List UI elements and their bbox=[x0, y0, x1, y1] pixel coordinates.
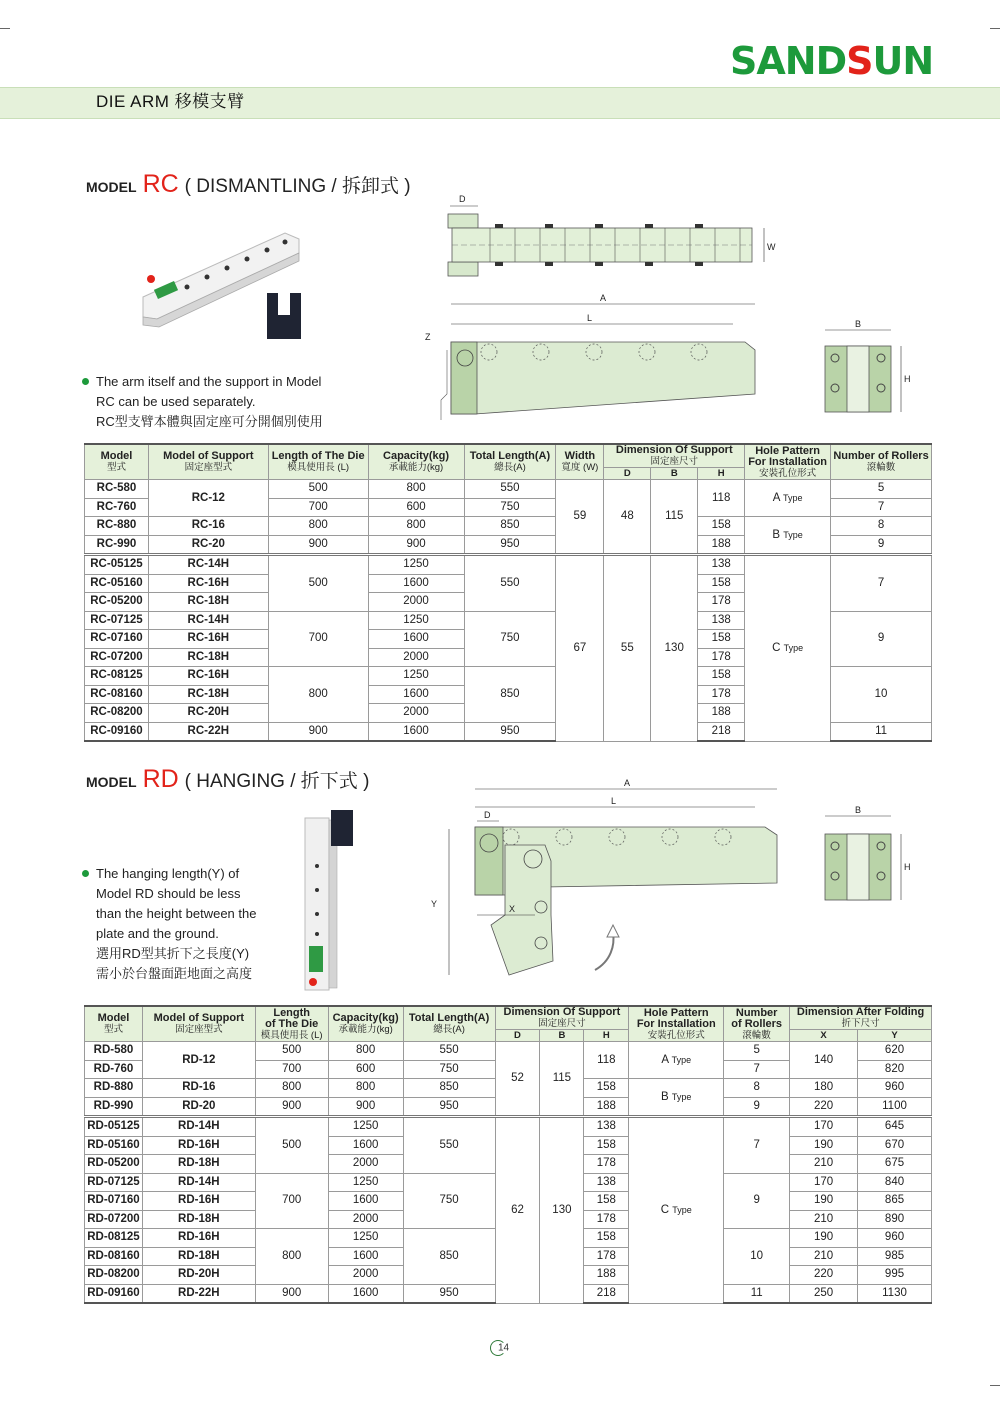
table-cell: RC-580 bbox=[85, 480, 149, 499]
table-cell: 620 bbox=[858, 1042, 932, 1061]
table-cell: RD-12 bbox=[142, 1042, 255, 1079]
table-cell: 140 bbox=[790, 1042, 858, 1079]
table-cell: 178 bbox=[698, 593, 745, 612]
table-cell: 62 bbox=[495, 1117, 540, 1304]
table-cell: 118 bbox=[698, 480, 745, 517]
table-cell: 550 bbox=[464, 480, 556, 499]
rc-support-dim-h-label: H bbox=[904, 374, 911, 384]
table-cell: RC-16H bbox=[148, 574, 268, 593]
table-cell: RC-08200 bbox=[85, 704, 149, 723]
table-cell: 1600 bbox=[368, 722, 464, 741]
table-cell: 9 bbox=[831, 535, 932, 555]
table-cell: RC-18H bbox=[148, 648, 268, 667]
rd-model-heading bbox=[86, 764, 369, 797]
table-cell: 218 bbox=[698, 722, 745, 741]
table-cell: 500 bbox=[255, 1117, 328, 1174]
bullet-icon bbox=[82, 870, 89, 877]
table-cell: 900 bbox=[368, 535, 464, 555]
table-cell: 1250 bbox=[328, 1117, 403, 1137]
crop-mark bbox=[990, 28, 1000, 29]
table-cell: 890 bbox=[858, 1210, 932, 1229]
table-cell: RD-07125 bbox=[85, 1173, 143, 1192]
table-cell: A Type bbox=[745, 480, 831, 517]
table-cell: 950 bbox=[464, 535, 556, 555]
table-cell: RC-16H bbox=[148, 630, 268, 649]
table-cell: RC-880 bbox=[85, 517, 149, 536]
table-cell: 700 bbox=[255, 1173, 328, 1229]
col-model: Model 型式 bbox=[85, 444, 149, 480]
col-dimension: Dimension Of Support 固定座尺寸 bbox=[604, 444, 745, 468]
table-cell: 9 bbox=[724, 1097, 790, 1117]
table-cell: RC-05125 bbox=[85, 555, 149, 575]
table-cell: RD-18H bbox=[142, 1247, 255, 1266]
table-cell: RC-18H bbox=[148, 593, 268, 612]
table-cell: 900 bbox=[268, 722, 368, 741]
table-cell: RC-20H bbox=[148, 704, 268, 723]
rc-note bbox=[82, 372, 342, 432]
table-cell: 1600 bbox=[368, 685, 464, 704]
table-cell: 800 bbox=[255, 1079, 328, 1098]
table-cell: 800 bbox=[328, 1042, 403, 1061]
table-cell: RD-08125 bbox=[85, 1229, 143, 1248]
table-cell: 158 bbox=[584, 1079, 629, 1098]
col-total-length: Total Length(A) 總長(A) bbox=[403, 1006, 495, 1042]
table-cell: RD-16 bbox=[142, 1079, 255, 1098]
table-cell: RD-760 bbox=[85, 1060, 143, 1079]
table-row bbox=[85, 1042, 932, 1061]
table-cell: RC-07160 bbox=[85, 630, 149, 649]
table-cell: 158 bbox=[698, 667, 745, 686]
table-cell: 1250 bbox=[328, 1229, 403, 1248]
table-cell: 2000 bbox=[368, 593, 464, 612]
brand-logo bbox=[730, 39, 934, 83]
table-cell: 7 bbox=[724, 1117, 790, 1174]
table-cell: 67 bbox=[556, 555, 604, 742]
table-cell: 1250 bbox=[368, 667, 464, 686]
col-length: Length of The Die 模具使用長 (L) bbox=[268, 444, 368, 480]
col-width: Width 寬度 (W) bbox=[556, 444, 604, 480]
col-length: Length of The Die 模具使用長 (L) bbox=[255, 1006, 328, 1042]
col-folding: Dimension After Folding 折下尺寸 bbox=[790, 1006, 932, 1030]
crop-mark bbox=[0, 28, 10, 29]
table-cell: 5 bbox=[724, 1042, 790, 1061]
col-d: D bbox=[495, 1030, 540, 1042]
table-cell: 1100 bbox=[858, 1097, 932, 1117]
rd-note-line: 選用RD型其折下之長度(Y) bbox=[96, 946, 250, 961]
table-cell: 600 bbox=[328, 1060, 403, 1079]
rc-support-dim-b-label: B bbox=[855, 319, 862, 329]
table-cell: 220 bbox=[790, 1266, 858, 1285]
table-cell: RD-20 bbox=[142, 1097, 255, 1117]
table-cell: RD-990 bbox=[85, 1097, 143, 1117]
crop-mark bbox=[990, 1385, 1000, 1386]
table-cell: 130 bbox=[540, 1117, 584, 1304]
table-cell: 500 bbox=[268, 555, 368, 612]
table-cell: 2000 bbox=[368, 704, 464, 723]
rc-product-photo bbox=[135, 225, 315, 345]
rd-dim-a-label: A bbox=[624, 778, 631, 788]
rd-note bbox=[82, 864, 282, 984]
table-cell: 138 bbox=[584, 1173, 629, 1192]
table-cell: 950 bbox=[403, 1284, 495, 1303]
page-number: 14 bbox=[490, 1340, 509, 1356]
table-cell: 865 bbox=[858, 1192, 932, 1211]
table-cell: 158 bbox=[584, 1136, 629, 1155]
rc-note-line: RC can be used separately. bbox=[96, 394, 256, 409]
table-cell: 985 bbox=[858, 1247, 932, 1266]
table-cell: 138 bbox=[698, 555, 745, 575]
col-h: H bbox=[584, 1030, 629, 1042]
table-cell: RC-22H bbox=[148, 722, 268, 741]
table-cell: RC-07200 bbox=[85, 648, 149, 667]
rc-model-heading bbox=[86, 169, 411, 202]
table-cell: 850 bbox=[403, 1079, 495, 1098]
table-cell: 960 bbox=[858, 1079, 932, 1098]
table-cell: 178 bbox=[584, 1247, 629, 1266]
table-cell: 250 bbox=[790, 1284, 858, 1303]
table-cell: 158 bbox=[698, 630, 745, 649]
table-cell: RD-18H bbox=[142, 1155, 255, 1174]
table-cell: RD-05125 bbox=[85, 1117, 143, 1137]
table-cell: 800 bbox=[328, 1079, 403, 1098]
table-cell: 48 bbox=[604, 480, 651, 555]
table-cell: 2000 bbox=[328, 1210, 403, 1229]
table-cell: 138 bbox=[584, 1117, 629, 1137]
table-cell: 670 bbox=[858, 1136, 932, 1155]
table-cell: 138 bbox=[698, 611, 745, 630]
table-cell: 158 bbox=[584, 1229, 629, 1248]
table-cell: 7 bbox=[831, 555, 932, 612]
table-cell: 960 bbox=[858, 1229, 932, 1248]
table-cell: 800 bbox=[368, 517, 464, 536]
rc-top-view-drawing bbox=[440, 190, 780, 280]
rd-dim-y-label: Y bbox=[431, 899, 438, 909]
table-cell: 820 bbox=[858, 1060, 932, 1079]
table-cell: RD-22H bbox=[142, 1284, 255, 1303]
table-cell: RC-05200 bbox=[85, 593, 149, 612]
rd-note-line: plate and the ground. bbox=[96, 926, 219, 941]
table-cell: 995 bbox=[858, 1266, 932, 1285]
table-cell: 1600 bbox=[328, 1284, 403, 1303]
table-cell: RD-08200 bbox=[85, 1266, 143, 1285]
rd-note-line: The hanging length(Y) of bbox=[82, 864, 282, 884]
col-dimension: Dimension Of Support 固定座尺寸 bbox=[495, 1006, 629, 1030]
table-cell: 188 bbox=[698, 704, 745, 723]
table-cell: 645 bbox=[858, 1117, 932, 1137]
rd-dim-d-label: D bbox=[484, 810, 491, 820]
col-d: D bbox=[604, 468, 651, 480]
table-cell: 130 bbox=[651, 555, 698, 742]
table-cell: 950 bbox=[464, 722, 556, 741]
table-cell: 178 bbox=[698, 685, 745, 704]
rc-support-end-view bbox=[815, 318, 915, 418]
table-row bbox=[85, 1117, 932, 1137]
table-cell: RC-20 bbox=[148, 535, 268, 555]
table-cell: 220 bbox=[790, 1097, 858, 1117]
table-cell: 158 bbox=[698, 517, 745, 536]
table-cell: RD-14H bbox=[142, 1117, 255, 1137]
table-cell: RC-14H bbox=[148, 555, 268, 575]
table-cell: 800 bbox=[268, 517, 368, 536]
table-cell: RD-09160 bbox=[85, 1284, 143, 1303]
table-cell: 118 bbox=[584, 1042, 629, 1079]
table-cell: RD-14H bbox=[142, 1173, 255, 1192]
table-cell: 178 bbox=[698, 648, 745, 667]
table-cell: 1130 bbox=[858, 1284, 932, 1303]
table-cell: 170 bbox=[790, 1173, 858, 1192]
table-cell: RD-16H bbox=[142, 1229, 255, 1248]
table-cell: 750 bbox=[464, 498, 556, 517]
table-cell: 11 bbox=[831, 722, 932, 741]
rc-side-view-drawing bbox=[415, 290, 765, 430]
table-cell: 158 bbox=[698, 574, 745, 593]
table-cell: 10 bbox=[831, 667, 932, 723]
table-cell: 8 bbox=[724, 1079, 790, 1098]
table-cell: 900 bbox=[328, 1097, 403, 1117]
table-cell: RD-16H bbox=[142, 1136, 255, 1155]
table-cell: 750 bbox=[403, 1173, 495, 1229]
table-cell: RC-07125 bbox=[85, 611, 149, 630]
table-cell: RD-16H bbox=[142, 1192, 255, 1211]
table-cell: 188 bbox=[698, 535, 745, 555]
col-h: H bbox=[698, 468, 745, 480]
table-cell: 1250 bbox=[368, 611, 464, 630]
bullet-icon bbox=[82, 378, 89, 385]
table-cell: 210 bbox=[790, 1247, 858, 1266]
table-cell: 1600 bbox=[328, 1136, 403, 1155]
table-cell: 500 bbox=[268, 480, 368, 499]
table-row bbox=[85, 517, 932, 536]
table-cell: 900 bbox=[255, 1284, 328, 1303]
table-cell: 750 bbox=[464, 611, 556, 667]
table-cell: 178 bbox=[584, 1155, 629, 1174]
table-cell: 188 bbox=[584, 1266, 629, 1285]
col-hole-pattern: Hole Pattern For Installation 安裝孔位形式 bbox=[745, 444, 831, 480]
table-cell: 11 bbox=[724, 1284, 790, 1303]
table-cell: 1250 bbox=[368, 555, 464, 575]
table-cell: RC-08125 bbox=[85, 667, 149, 686]
col-rollers: Number of Rollers 滾輪數 bbox=[724, 1006, 790, 1042]
col-support: Model of Support 固定座型式 bbox=[148, 444, 268, 480]
rd-note-line: 需小於台盤面距地面之高度 bbox=[96, 966, 253, 981]
col-rollers: Number of Rollers 滾輪數 bbox=[831, 444, 932, 480]
table-cell: 52 bbox=[495, 1042, 540, 1117]
table-cell: 9 bbox=[831, 611, 932, 667]
table-cell: 1600 bbox=[328, 1247, 403, 1266]
table-row bbox=[85, 480, 932, 499]
col-capacity: Capacity(kg) 承載能力(kg) bbox=[368, 444, 464, 480]
table-cell: RC-05160 bbox=[85, 574, 149, 593]
table-cell: 1600 bbox=[368, 574, 464, 593]
col-model: Model 型式 bbox=[85, 1006, 143, 1042]
rd-model-label: MODEL bbox=[86, 774, 137, 790]
rd-side-view-drawing bbox=[425, 775, 785, 980]
table-cell: 900 bbox=[268, 535, 368, 555]
table-cell: RD-07200 bbox=[85, 1210, 143, 1229]
rc-note-line: The arm itself and the support in Model bbox=[82, 372, 342, 392]
table-row bbox=[85, 555, 932, 575]
rd-model-desc: ( HANGING / 折下式 ) bbox=[184, 771, 370, 792]
rd-spec-table bbox=[84, 1005, 932, 1304]
table-cell: 675 bbox=[858, 1155, 932, 1174]
table-cell: 1600 bbox=[328, 1192, 403, 1211]
rc-spec-table bbox=[84, 443, 932, 742]
rd-note-line: than the height between the bbox=[96, 906, 257, 921]
rd-model-code: RD bbox=[142, 765, 179, 793]
table-cell: 218 bbox=[584, 1284, 629, 1303]
table-cell: 190 bbox=[790, 1136, 858, 1155]
table-cell: RD-20H bbox=[142, 1266, 255, 1285]
table-cell: 600 bbox=[368, 498, 464, 517]
table-cell: 8 bbox=[831, 517, 932, 536]
table-cell: C Type bbox=[629, 1117, 724, 1304]
table-cell: RC-16 bbox=[148, 517, 268, 536]
table-cell: 700 bbox=[268, 498, 368, 517]
table-cell: A Type bbox=[629, 1042, 724, 1079]
rc-dim-a-label: A bbox=[600, 293, 607, 303]
page-title: DIE ARM 移模支臂 bbox=[96, 92, 245, 111]
rd-support-dim-b-label: B bbox=[855, 805, 862, 815]
rc-model-code: RC bbox=[142, 170, 179, 198]
rd-note-line: Model RD should be less bbox=[96, 886, 241, 901]
table-cell: 178 bbox=[584, 1210, 629, 1229]
col-y: Y bbox=[858, 1030, 932, 1042]
table-cell: 190 bbox=[790, 1229, 858, 1248]
table-cell: 5 bbox=[831, 480, 932, 499]
table-cell: RC-16H bbox=[148, 667, 268, 686]
rd-dim-x-label: X bbox=[509, 904, 516, 914]
table-cell: 700 bbox=[255, 1060, 328, 1079]
table-cell: 550 bbox=[403, 1117, 495, 1174]
table-cell: 550 bbox=[403, 1042, 495, 1061]
table-cell: 2000 bbox=[368, 648, 464, 667]
table-cell: 10 bbox=[724, 1229, 790, 1285]
table-cell: 2000 bbox=[328, 1155, 403, 1174]
table-cell: RC-12 bbox=[148, 480, 268, 517]
rd-product-photo bbox=[295, 806, 365, 996]
table-cell: 900 bbox=[255, 1097, 328, 1117]
table-cell: 850 bbox=[464, 517, 556, 536]
col-capacity: Capacity(kg) 承載能力(kg) bbox=[328, 1006, 403, 1042]
rc-model-desc: ( DISMANTLING / 拆卸式 ) bbox=[184, 176, 411, 197]
table-cell: 700 bbox=[268, 611, 368, 667]
table-cell: 158 bbox=[584, 1192, 629, 1211]
table-cell: 210 bbox=[790, 1210, 858, 1229]
table-cell: 840 bbox=[858, 1173, 932, 1192]
table-cell: RD-880 bbox=[85, 1079, 143, 1098]
table-cell: 1250 bbox=[328, 1173, 403, 1192]
table-cell: 180 bbox=[790, 1079, 858, 1098]
table-cell: 2000 bbox=[328, 1266, 403, 1285]
table-cell: RD-05160 bbox=[85, 1136, 143, 1155]
table-cell: RD-08160 bbox=[85, 1247, 143, 1266]
rc-dim-z-label: Z bbox=[425, 332, 431, 342]
brand-text: SANDSUN bbox=[730, 39, 934, 83]
rc-note-line: RC型支臂本體與固定座可分開個別使用 bbox=[96, 414, 323, 429]
table-cell: RD-05200 bbox=[85, 1155, 143, 1174]
table-cell: RC-14H bbox=[148, 611, 268, 630]
rc-dim-w-label: W bbox=[767, 242, 776, 252]
table-cell: 550 bbox=[464, 555, 556, 612]
table-cell: 7 bbox=[724, 1060, 790, 1079]
table-cell: 850 bbox=[403, 1229, 495, 1285]
table-cell: 850 bbox=[464, 667, 556, 723]
col-b: B bbox=[540, 1030, 584, 1042]
table-cell: RC-09160 bbox=[85, 722, 149, 741]
col-b: B bbox=[651, 468, 698, 480]
table-cell: RD-580 bbox=[85, 1042, 143, 1061]
table-cell: B Type bbox=[745, 517, 831, 555]
table-cell: 188 bbox=[584, 1097, 629, 1117]
table-cell: C Type bbox=[745, 555, 831, 742]
table-cell: 800 bbox=[255, 1229, 328, 1285]
table-cell: 190 bbox=[790, 1192, 858, 1211]
table-cell: 59 bbox=[556, 480, 604, 555]
col-x: X bbox=[790, 1030, 858, 1042]
table-cell: 7 bbox=[831, 498, 932, 517]
table-cell: 950 bbox=[403, 1097, 495, 1117]
table-cell: 1600 bbox=[368, 630, 464, 649]
table-cell: 170 bbox=[790, 1117, 858, 1137]
table-cell: 115 bbox=[540, 1042, 584, 1117]
rc-dim-d-label: D bbox=[459, 194, 466, 204]
table-cell: 750 bbox=[403, 1060, 495, 1079]
table-cell: 800 bbox=[268, 667, 368, 723]
table-cell: 55 bbox=[604, 555, 651, 742]
col-total-length: Total Length(A) 總長(A) bbox=[464, 444, 556, 480]
table-cell: B Type bbox=[629, 1079, 724, 1117]
table-cell: 800 bbox=[368, 480, 464, 499]
rd-support-dim-h-label: H bbox=[904, 862, 911, 872]
table-cell: RD-18H bbox=[142, 1210, 255, 1229]
col-support: Model of Support 固定座型式 bbox=[142, 1006, 255, 1042]
rc-dim-l-label: L bbox=[587, 313, 593, 323]
table-cell: 9 bbox=[724, 1173, 790, 1229]
rc-model-label: MODEL bbox=[86, 179, 137, 195]
col-hole-pattern: Hole Pattern For Installation 安裝孔位形式 bbox=[629, 1006, 724, 1042]
table-cell: RC-990 bbox=[85, 535, 149, 555]
table-cell: 210 bbox=[790, 1155, 858, 1174]
rd-dim-l-label: L bbox=[611, 796, 617, 806]
table-cell: 500 bbox=[255, 1042, 328, 1061]
table-cell: RC-760 bbox=[85, 498, 149, 517]
table-cell: RC-18H bbox=[148, 685, 268, 704]
rd-support-end-view bbox=[815, 804, 915, 904]
table-cell: RD-07160 bbox=[85, 1192, 143, 1211]
table-cell: RC-08160 bbox=[85, 685, 149, 704]
table-cell: 115 bbox=[651, 480, 698, 555]
